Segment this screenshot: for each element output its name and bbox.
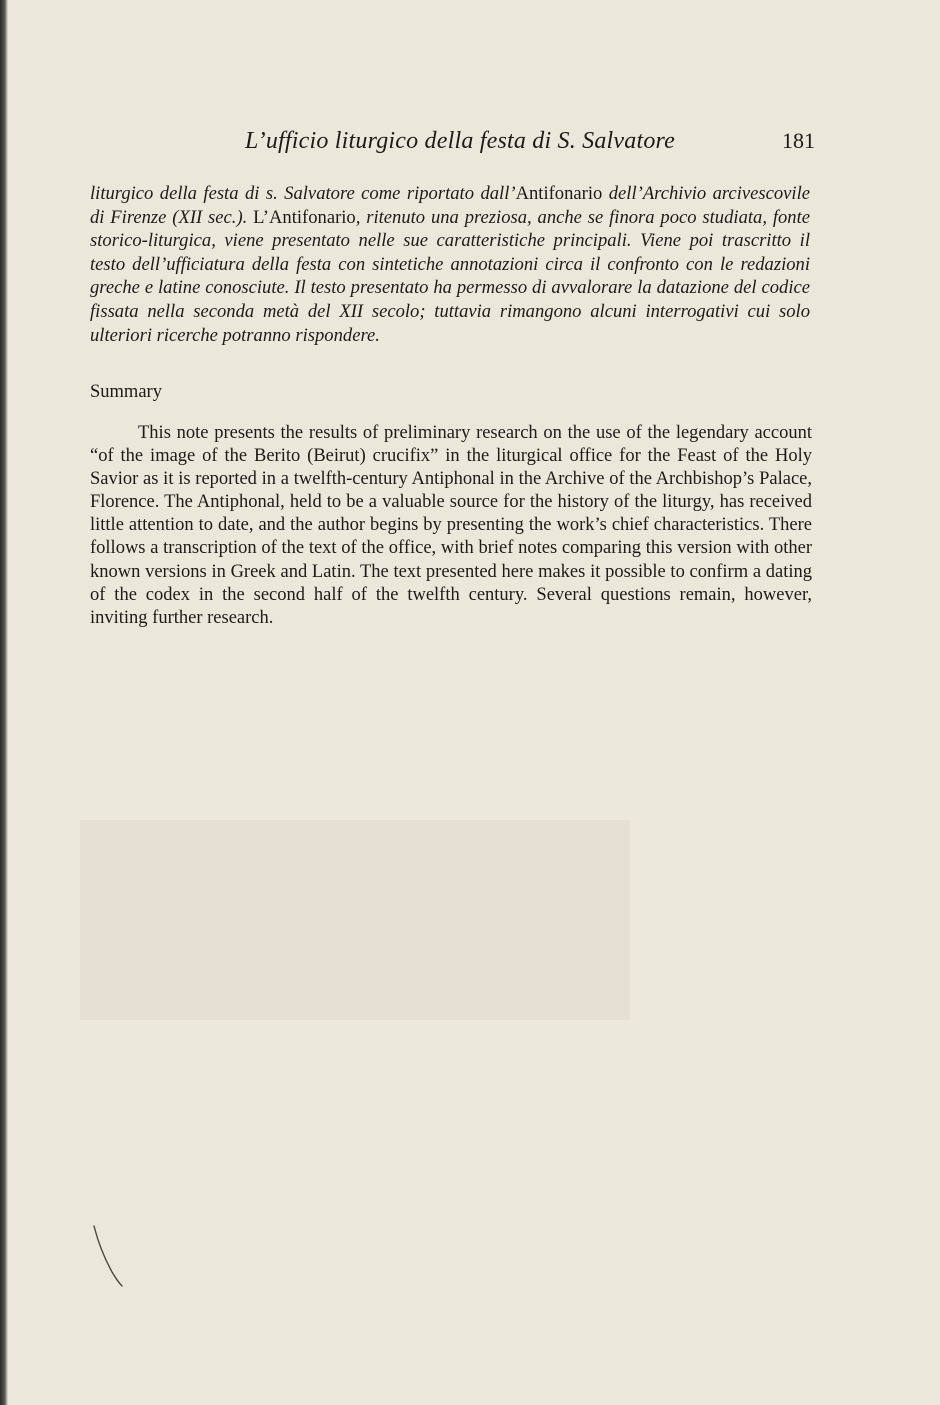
running-title: L’ufficio liturgico della festa di S. Salvatore <box>245 128 676 154</box>
italian-abstract <box>90 182 810 347</box>
showthrough-advert-block <box>80 820 630 1020</box>
abstract-segment: Antifonario <box>515 183 603 204</box>
abstract-segment: L’Antifonario <box>253 206 356 228</box>
page-number: 181 <box>782 128 815 153</box>
abstract-segment: dell’Archivio arcivescovile di Firenze (XII sec.). <box>90 183 810 228</box>
abstract-segment: liturgico della festa di s. Salvatore come riportato dall’ <box>90 183 516 204</box>
reverse-side-showthrough <box>80 640 820 1300</box>
summary-paragraph: This note presents the results of preliminary research on the use of the legendary account “of the image of the Berito (Beirut) crucifix” in the liturgical office for the Feast of the Holy Savior as it is reported in a twelfth-century Antiphonal in the Archive of the Archbishop’s Palace, Florence. The Antiphonal, held to be a valuable source for the history of the liturgy, has received little attention to date, and the author begins by presenting the work’s chief characteristics. There follows a transcription of the text of the office, with brief notes comparing this version with other known versions in Greek and Latin. The text presented here makes it possible to confirm a dating of the codex in the second half of the twelfth century. Several questions remain, however, inviting further research. <box>90 423 812 628</box>
abstract-segment: , ritenuto una preziosa, anche se finora poco studiata, fonte storico-liturgica, viene presentato nelle sue caratteristiche principali. Viene poi trascritto il testo dell’ufficiatura della festa con sintetiche annotazioni circa il confronto con le redazioni greche e latine conosciute. Il testo presentato ha permesso di avvalorare la datazione del codice fissata nella seconda metà del XII secolo; tuttavia rimangono alcuni interrogativi cui solo ulteriori ricerche potranno rispondere. <box>90 206 811 346</box>
running-head <box>90 128 815 156</box>
summary-heading: Summary <box>90 382 162 402</box>
